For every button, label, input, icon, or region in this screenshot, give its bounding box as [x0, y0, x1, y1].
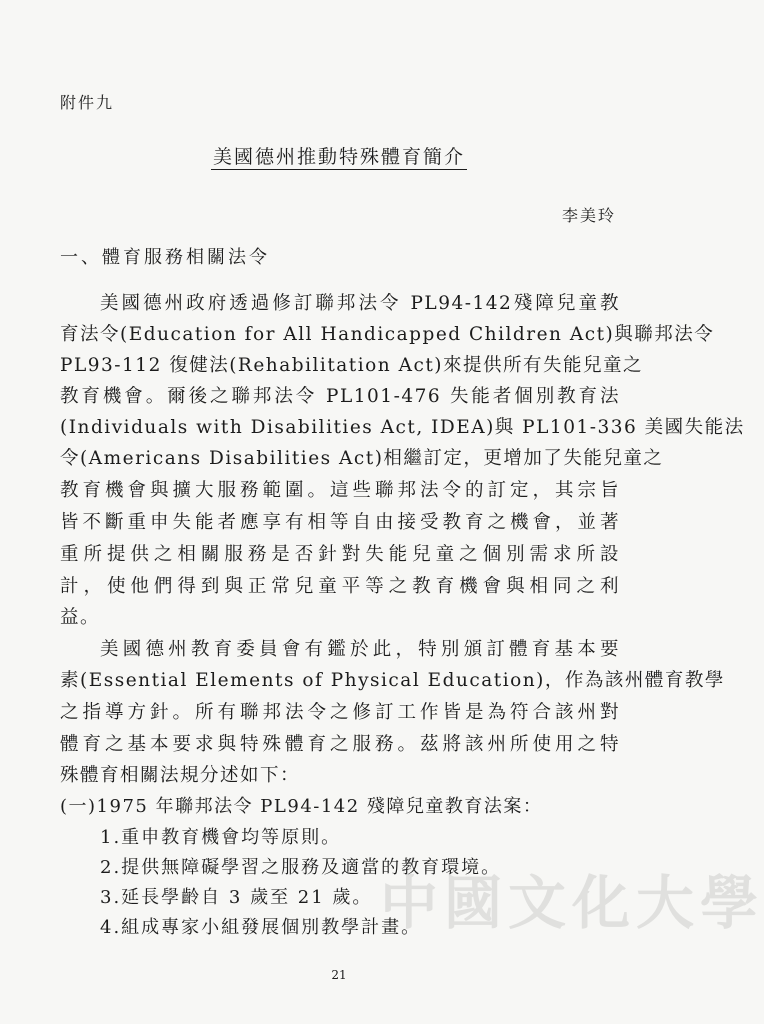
list-item: 3.延長學齡自 3 歲至 21 歲。	[100, 887, 373, 908]
paragraph-line: 重所提供之相關服務是否針對失能兒童之個別需求所設	[60, 544, 620, 565]
paragraph-line: 之指導方針。所有聯邦法令之修訂工作皆是為符合該州對	[60, 702, 620, 723]
paragraph-line: 皆不斷重申失能者應享有相等自由接受教育之機會，並著	[60, 512, 620, 533]
list-item: 4.組成專家小組發展個別教學計畫。	[100, 917, 422, 938]
list-item: 2.提供無障礙學習之服務及適當的教育環境。	[100, 857, 502, 878]
paragraph-line: 體育之基本要求與特殊體育之服務。茲將該州所使用之特	[60, 734, 620, 755]
subsection-heading: (一)1975 年聯邦法令 PL94-142 殘障兒童教育法案：	[60, 796, 543, 817]
list-item: 1.重申教育機會均等原則。	[100, 827, 342, 848]
paragraph-line: (Individuals with Disabilities Act, IDEA)與 PL101-336 美國失能法	[60, 417, 745, 438]
paragraph-line: 計，使他們得到與正常兒童平等之教育機會與相同之利	[60, 576, 620, 597]
document-title-text: 美國德州推動特殊體育簡介	[212, 146, 465, 168]
attachment-label: 附件九	[60, 93, 115, 112]
paragraph-line: 美國德州教育委員會有鑑於此，特別頒訂體育基本要	[100, 639, 620, 660]
author-name: 李美玲	[561, 206, 616, 225]
paragraph-line: 令(Americans Disabilities Act)相繼訂定，更增加了失能兒童之	[60, 448, 664, 469]
paragraph-line: 殊體育相關法規分述如下：	[60, 765, 301, 786]
paragraph-line: 美國德州政府透過修訂聯邦法令 PL94-142殘障兒童教	[100, 293, 620, 314]
paragraph-line: 素(Essential Elements of Physical Education)，作為該州體育教學	[60, 670, 725, 691]
document-title	[0, 142, 678, 169]
section-heading: 一、體育服務相關法令	[60, 247, 270, 268]
paragraph-line: 益。	[60, 607, 101, 628]
university-watermark: 中國文化大學	[380, 869, 764, 937]
paragraph-line: 教育機會與擴大服務範圍。這些聯邦法令的訂定，其宗旨	[60, 480, 620, 501]
page-number: 21	[331, 968, 347, 982]
paragraph-line: 教育機會。爾後之聯邦法令 PL101-476 失能者個別教育法	[60, 386, 620, 407]
paragraph-line: PL93-112 復健法(Rehabilitation Act)來提供所有失能兒童之	[60, 355, 643, 376]
paragraph-line: 育法令(Education for All Handicapped Children Act)與聯邦法令	[60, 324, 715, 345]
